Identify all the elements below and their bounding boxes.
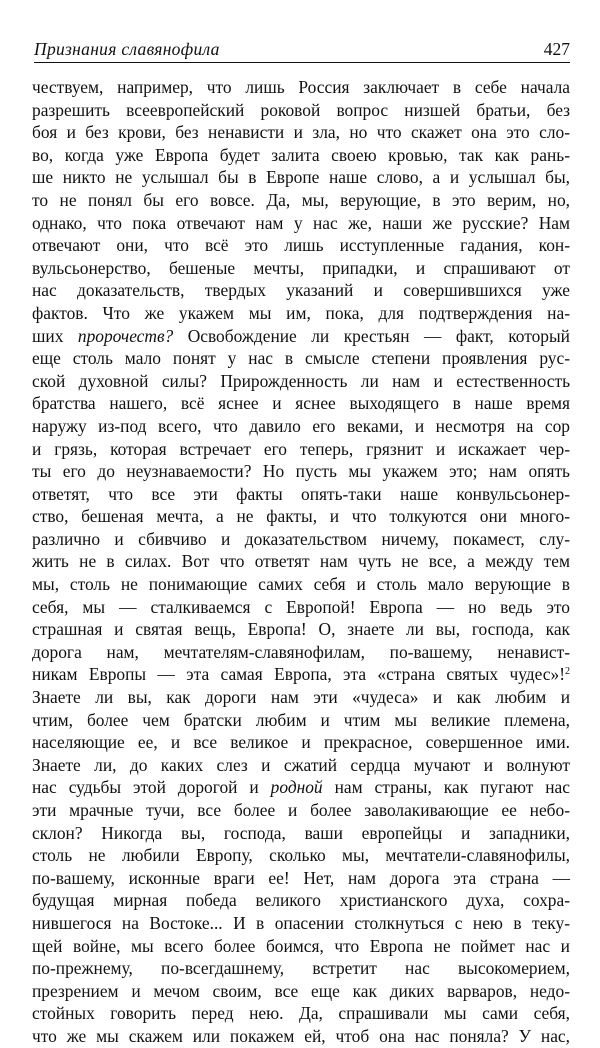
text-line: что же мы скажем или покажем ей, чтоб она нас поняла? У нас, (32, 1025, 570, 1046)
text-line: наружу из-под всего, что давило его веками, и несмотря на сор (32, 415, 570, 436)
text-segment: нас судьбы этой дорогой и (32, 777, 271, 798)
text-line: мы, столь не понимающие самих себя и столь мало верующие в (32, 574, 570, 595)
text-line: склон? Никогда вы, господа, ваши европейцы и западники, (32, 822, 570, 843)
page-number: 427 (543, 39, 570, 59)
text-line: эти мрачные тучи, все более и более заволакивающие ее небо- (32, 800, 570, 820)
text-line: отвечают они, что всё это лишь исступленные гадания, кон- (32, 235, 570, 256)
italic-word: пророчеств? (77, 325, 174, 346)
text-segment: Освобождение ли крестьян — факт, который (173, 325, 570, 346)
text-line (32, 325, 570, 348)
text-line: ской духовной силы? Прирожденность ли нам и естественность (32, 370, 570, 391)
text-line: по-прежнему, по-всегдашнему, встретит нас высокомерием, (32, 958, 570, 979)
text-line: ты его до неузнаваемости? Но пусть мы укажем это; нам опять (32, 461, 570, 482)
text-line: чтим, более чем братски любим и чтим мы великие племена, (32, 709, 570, 730)
text-segment: ших (32, 325, 78, 346)
text-line: нас доказательств, твердых указаний и совершившихся уже (32, 280, 570, 301)
text-line: щей войне, мы всего более боимся, что Европа не поймет нас и (32, 935, 570, 956)
text-line: населяющие ее, и все великое и прекрасное, совершенное ими. (32, 732, 570, 753)
running-title: Признания славянофила (34, 39, 220, 59)
text-line: однако, что пока отвечают нам у нас же, наши же русские? Нам (32, 212, 570, 233)
text-line: братства нашего, всё яснее и яснее выходящего в наше время (32, 393, 570, 414)
text-line: ство, бешеная мечта, а не факты, и что толкуются они много- (32, 506, 570, 527)
text-line (32, 663, 570, 686)
text-line: то не понял бы его вовсе. Да, мы, верующие, в это верим, но, (32, 189, 570, 210)
text-line: будущая мирная победа великого христианского духа, сохра- (32, 890, 570, 911)
text-line: различно и сбивчиво и доказательством ничему, покамест, слу- (32, 528, 570, 549)
text-line: еще столь мало понят у нас в смысле степени проявления рус- (32, 348, 570, 369)
text-line: жить не в силах. Вот что ответят нам чуть не все, а между тем (32, 551, 570, 572)
text-line: боя и без крови, без ненависти и зла, но что скажет она это сло- (32, 122, 570, 143)
text-segment: нам страны, как пугают нас (322, 777, 570, 798)
text-line (32, 776, 570, 799)
text-line: презрением и мечом своим, все еще как диких варваров, недо- (32, 980, 570, 1001)
text-line: ше никто не услышал бы в Европе наше слово, а и услышал бы, (32, 167, 570, 188)
text-line: и грязь, которая встречает его теперь, грязнит и искажает чер- (32, 438, 570, 459)
text-line: столь не любили Европу, сколько мы, мечтатели-славянофилы, (32, 845, 570, 866)
footnote-marker: 2 (565, 666, 570, 678)
text-line: вульсьонерство, бешеные мечты, припадки, и спрашивают от (32, 257, 570, 278)
text-line: дорога нам, мечтателям-славянофилам, по-вашему, ненавист- (32, 641, 570, 662)
body-text (32, 76, 570, 1048)
text-line: себя, мы — сталкиваемся с Европой! Европа — но ведь это (32, 596, 570, 617)
running-head (34, 36, 570, 63)
text-line: Знаете ли, до каких слез и сжатий сердца мучают и волнуют (32, 754, 570, 775)
text-line: ответят, что все эти факты опять-таки наше конвульсьонер- (32, 483, 570, 504)
text-line: разрешить всеевропейский роковой вопрос низшей братьи, без (32, 99, 570, 120)
italic-word: родной (270, 777, 323, 798)
text-line: Знаете ли вы, как дороги нам эти «чудеса» и как любим и (32, 687, 570, 708)
text-line: во, когда уже Европа будет залита своею кровью, так как рань- (32, 144, 570, 165)
text-line: фактов. Что же укажем мы им, пока, для подтверждения на- (32, 302, 570, 323)
text-line: нившегося на Востоке... И в опасении столкнуться с нею в теку- (32, 912, 570, 933)
text-line: страшная и святая вещь, Европа! О, знаете ли вы, господа, как (32, 619, 570, 640)
text-line: по-вашему, исконные враги ее! Нет, нам дорога эта страна — (32, 867, 570, 888)
text-line: стойных говорить перед нею. Да, спрашивали мы сами себя, (32, 1003, 570, 1024)
text-line: чествуем, например, что лишь Россия заключает в себе начала (32, 77, 570, 97)
text-segment: никам Европы — эта самая Европа, эта «страна святых чудес»! (32, 664, 565, 685)
